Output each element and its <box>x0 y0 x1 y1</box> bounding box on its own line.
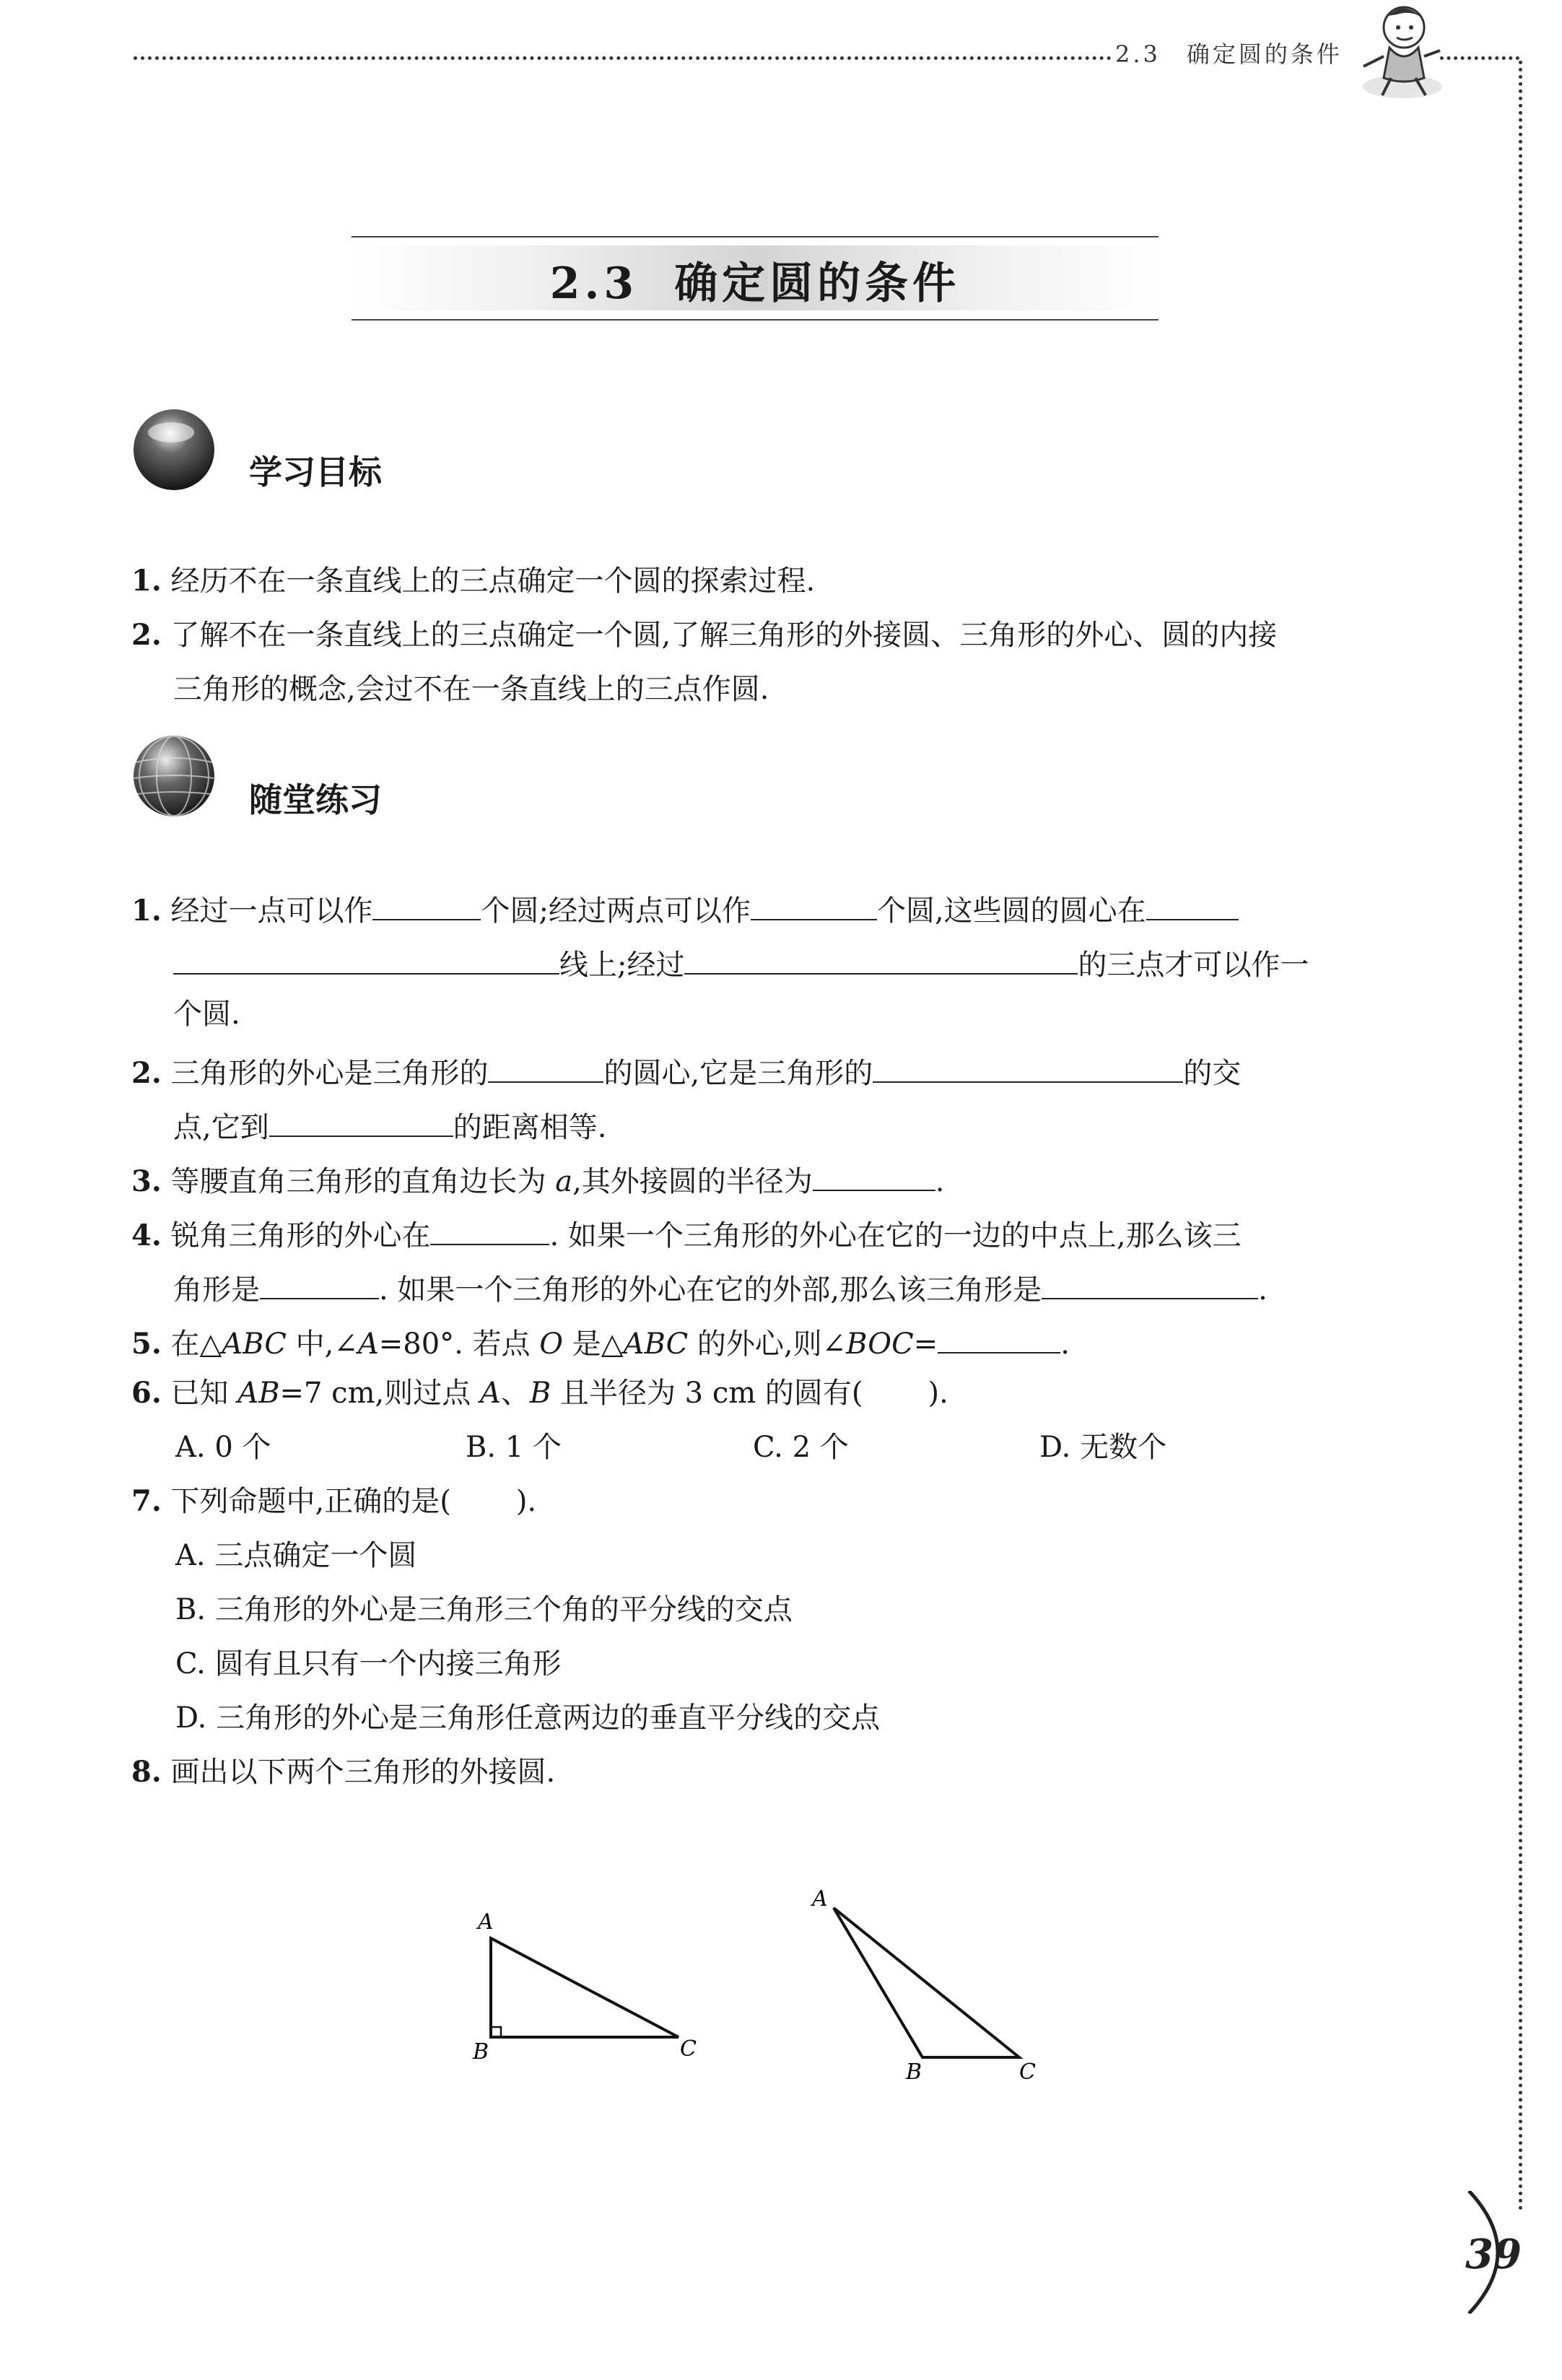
vertex-label-c: C <box>1019 2059 1036 2085</box>
vertex-label-a: A <box>812 1886 828 1912</box>
vertex-label-a: A <box>478 1909 494 1935</box>
choice-option[interactable]: D. 三角形的外心是三角形任意两边的垂直平分线的交点 <box>175 1701 881 1735</box>
choice-option[interactable]: B. 三角形的外心是三角形三个角的平分线的交点 <box>175 1593 793 1626</box>
running-header: 2.3 确定圆的条件 <box>1115 40 1343 68</box>
choice-option[interactable]: D. 无数个 <box>1039 1431 1167 1464</box>
question-2-line-2: 点,它到 的距离相等. <box>173 1108 606 1142</box>
obtuse-triangle-figure <box>810 1886 1036 2085</box>
section-heading-objectives: 学习目标 <box>249 453 382 492</box>
choice-option[interactable]: C. 圆有且只有一个内接三角形 <box>175 1647 562 1681</box>
question-2: 2. 三角形的外心是三角形的 的圆心,它是三角形的 的交 <box>131 1054 1241 1088</box>
choice-option[interactable]: B. 1 个 <box>466 1431 562 1464</box>
question-6: 6. 已知 AB=7 cm,则过点 A、B 且半径为 3 cm 的圆有( ). <box>131 1376 948 1410</box>
objective-item-2: 2. 了解不在一条直线上的三点确定一个圆,了解三角形的外接圆、三角形的外心、圆的内接 <box>131 618 1278 652</box>
question-3: 3. 等腰直角三角形的直角边长为 a,其外接圆的半径为 . <box>131 1162 945 1196</box>
question-8: 8. 画出以下两个三角形的外接圆. <box>131 1755 556 1789</box>
question-7: 7. 下列命题中,正确的是( ). <box>131 1484 537 1518</box>
choice-option[interactable]: A. 0 个 <box>175 1431 271 1464</box>
question-5: 5. 在△ABC 中,∠A=80°. 若点 O 是△ABC 的外心,则∠BOC= . <box>131 1325 1070 1359</box>
question-1-line-2: 线上;经过 的三点才可以作一 <box>173 946 1309 980</box>
section-number: 2.3 <box>549 258 639 309</box>
choice-option[interactable]: A. 三点确定一个圆 <box>175 1539 417 1572</box>
vertex-label-b: B <box>473 2039 489 2065</box>
objective-item-1: 1. 经历不在一条直线上的三点确定一个圆的探索过程. <box>131 564 816 598</box>
question-4-line-2: 角形是 . 如果一个三角形的外心在它的外部,那么该三角形是 . <box>173 1270 1268 1304</box>
objective-item-2-cont: 三角形的概念,会过不在一条直线上的三点作圆. <box>173 673 769 706</box>
section-heading-practice: 随堂练习 <box>249 780 382 819</box>
question-1-line-3: 个圆. <box>173 998 240 1031</box>
question-4: 4. 锐角三角形的外心在 . 如果一个三角形的外心在它的一边的中点上,那么该三 <box>131 1216 1242 1250</box>
question-1: 1. 经过一点可以作 个圆;经过两点可以作 个圆,这些圆的圆心在 <box>131 892 1239 925</box>
page-number: 39 <box>1465 2231 1522 2278</box>
right-triangle-figure <box>472 1909 697 2065</box>
vertex-label-c: C <box>680 2036 697 2062</box>
vertex-label-b: B <box>906 2059 922 2085</box>
choice-option[interactable]: C. 2 个 <box>753 1431 849 1464</box>
section-title: 确定圆的条件 <box>674 258 961 309</box>
